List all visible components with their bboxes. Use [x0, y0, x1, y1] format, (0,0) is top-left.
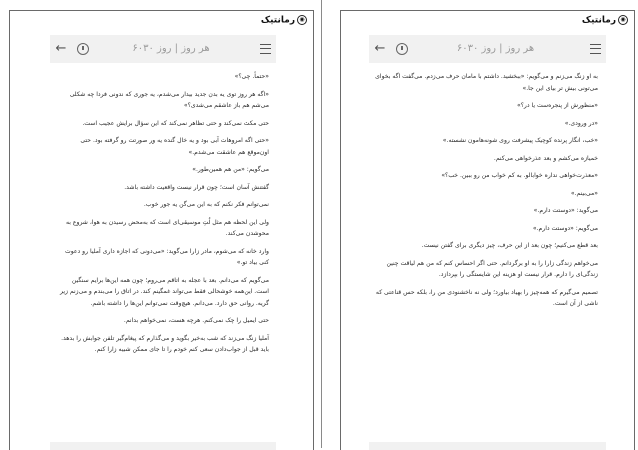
paragraph: بعد قطع می‌کنیم؛ چون بعد از این حرف، چیز دیگری برای گفتن نیست.	[421, 242, 598, 249]
chapter-title: هر روز | روز ۶۰۳۰	[456, 43, 535, 54]
brand-watermark	[261, 15, 307, 26]
reader-footer	[369, 442, 606, 450]
paragraph: خمیازه می‌کشم و بعد عذرخواهی می‌کنم.	[493, 154, 598, 162]
page-divider	[321, 0, 322, 448]
reader-content	[58, 71, 269, 362]
brand-name: رمانتیک	[260, 15, 295, 26]
paragraph: «منظورش از پنجره‌ست یا در؟»	[516, 102, 598, 109]
reader-header	[369, 35, 606, 63]
reader-header	[50, 35, 276, 63]
paragraph: وارد خانه که می‌شوم، مادر زارا می‌گوید: «می‌دونی که اجازه داری آملیا رو دعوت کنی بیاد تو.»	[65, 247, 269, 266]
brand-logo-icon: ◉	[618, 15, 628, 25]
brand-logo-icon: ◉	[297, 15, 307, 25]
menu-icon[interactable]	[586, 40, 604, 58]
paragraph: حتی ایمیل را چک نمی‌کنم. هرچه هست، نمی‌خواهم بدانم.	[123, 317, 269, 324]
paragraph: «حتماً. چی؟»	[234, 73, 269, 80]
right-page-screenshot	[340, 10, 635, 450]
paragraph: گفتنش آسان است؛ چون قرار نیست واقعیت داشته باشد.	[124, 183, 269, 191]
paragraph: «می‌بینم.»	[570, 189, 598, 197]
chapter-title: هر روز | روز ۶۰۳۰	[132, 43, 210, 54]
paragraph: می‌گویم: «من هم همین‌طور.»	[192, 166, 269, 173]
paragraph: حتی مکث نمی‌کند و حتی تظاهر نمی‌کند که این سؤال برایش عجیب است.	[82, 119, 269, 127]
paragraph: به او زنگ می‌زنم و می‌گویم: «ببخشید. داشتم با مامان حرف می‌زدم. می‌گفت اگه بخوای می‌تونی بیش تر بیای این جا.»	[375, 73, 598, 92]
paragraph: «در ورودی.»	[564, 119, 598, 127]
paragraph: می‌گوید: «دوستت دارم.»	[533, 207, 598, 214]
paragraph: می‌گویم: «دوستت دارم.»	[532, 224, 598, 232]
brand-watermark	[582, 15, 628, 26]
back-arrow-icon[interactable]: ←	[374, 41, 386, 56]
paragraph: «خب، انگار پرنده کوچیک پیشرفت روی شونه‌هامون نشسته.»	[442, 137, 598, 144]
paragraph: ولی این لحظه هم مثل لُتِ موسیقی‌ای است که به‌محض رسیدن به هوا، شروع به محوشدن می‌کند.	[65, 218, 269, 237]
back-arrow-icon[interactable]: ←	[55, 41, 67, 56]
paragraph: نمی‌توانم فکر نکنم که به این می‌گن یه جور خوب.	[143, 201, 269, 208]
menu-icon[interactable]	[256, 40, 274, 58]
paragraph: تصمیم می‌گیرم که همه‌چیز را بهیاد بیاورد؛ ولی نه ناخشنودی من را، بلکه حس قناعتی که ناشی از آن است.	[375, 288, 598, 307]
paragraph: «معذرت‌خواهی نداره خوابالو. به کم خواب من رو ببین. خب؟»	[441, 172, 598, 179]
paragraph: می‌خواهم زندگی زارا را به او برگردانم. حتی اگر احساس کنم که من هم لیاقت چنین زندگی‌ای را دارم. قرار نیست او هزینه این شایستگی را بپردازد.	[386, 259, 598, 278]
paragraph: «اگه هر روز توی یه بدن جدید بیدار می‌شدم، یه جوری که ندونی فردا چه شکلی می‌شم هم باز عاشقم می‌شدی؟»	[69, 90, 269, 109]
paragraph: می‌گویم که می‌دانم. بعد با عجله به اتاقم می‌روم؛ چون همه این‌ها برایم سنگین است. این‌همه خوشحالی فقط می‌تواند غمگینم کند. در اتاق را می‌بندم و می‌زنم زیر گریه. روانی حق دارد. می‌دانم. هیچ‌وقت نمی‌توانم این‌ها را داشته باشم.	[59, 276, 269, 307]
timer-icon[interactable]	[393, 40, 411, 58]
reader-content	[371, 71, 598, 316]
timer-icon[interactable]	[74, 40, 92, 58]
left-page-screenshot	[9, 10, 314, 450]
paragraph: «حتی اگه امروهات آبی بود و یه خال گنده یه ور صورتت رو گرفته بود. حتی اون‌موقع هم عاشقت می‌شدم.»	[80, 137, 269, 156]
reader-footer	[50, 442, 276, 450]
brand-name: رمانتیک	[581, 15, 616, 26]
paragraph: آملیا زنگ می‌زند که شب به‌خیر بگوید و می‌گذارم که پیغام‌گیر تلفن جوابش را بدهد. باید قبل از جواب‌دادن سعی کنم خودم را تا جای ممکن شبیه زارا کنم.	[61, 334, 269, 353]
